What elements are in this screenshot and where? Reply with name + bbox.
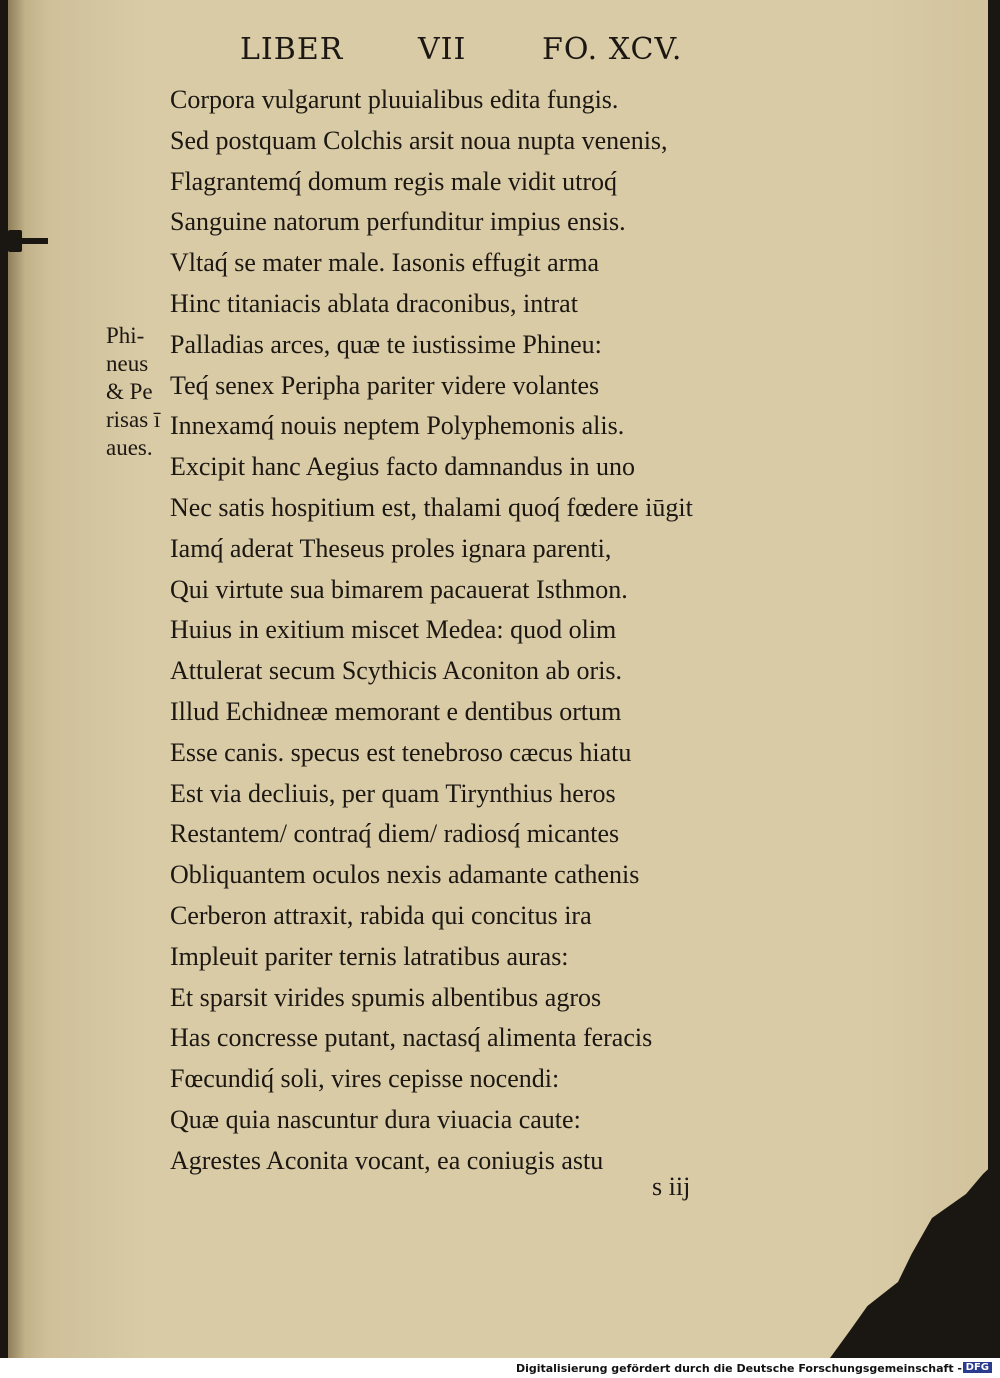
signature-mark: s iij xyxy=(652,1172,691,1201)
verse-line: Sanguine natorum perfunditur impius ensis. xyxy=(170,207,626,237)
verse-line: Iamq́ aderat Theseus proles ignara parenti, xyxy=(170,533,612,563)
verse-line: Huius in exitium miscet Medea: quod olim xyxy=(170,615,617,645)
verse-line: Impleuit pariter ternis latratibus auras: xyxy=(170,941,569,971)
verse-line: Fœcundiq́ soli, vires cepisse nocendi: xyxy=(170,1064,560,1094)
gutter-fold xyxy=(8,0,26,1358)
verse-line: Palladias arces, quæ te iustissime Phineu: xyxy=(170,329,602,359)
binding-thread xyxy=(18,238,48,244)
verse-line: Cerberon attraxit, rabida qui concitus ira xyxy=(170,900,592,930)
verse-line: Et sparsit virides spumis albentibus agros xyxy=(170,982,602,1012)
verse-line: Innexamq́ nouis neptem Polyphemonis alis. xyxy=(170,411,625,441)
verse-line: Restantem/ contraq́ diem/ radiosq́ micantes xyxy=(170,819,620,849)
verse-line: Est via decliuis, per quam Tirynthius heros xyxy=(170,778,616,808)
verse-line: Agrestes Aconita vocant, ea coniugis astu xyxy=(170,1145,604,1175)
verse-line: Hinc titaniacis ablata draconibus, intrat xyxy=(170,288,578,318)
verse-line: Has concresse putant, nactasq́ alimenta feracis xyxy=(170,1023,653,1053)
running-head-folio: FO. XCV. xyxy=(542,32,683,67)
verse-text xyxy=(170,80,790,1182)
running-head-book-number: VII xyxy=(418,32,467,67)
verse-line: Flagrantemq́ domum regis male vidit utroq́ xyxy=(170,166,617,196)
marginal-line: neus xyxy=(106,351,149,376)
verse-line: Esse canis. specus est tenebroso cæcus hiatu xyxy=(170,737,632,767)
verse-line: Sed postquam Colchis arsit noua nupta venenis, xyxy=(170,125,668,155)
verse-line: Obliquantem oculos nexis adamante cathenis xyxy=(170,860,640,890)
verse-line: Qui virtute sua bimarem pacauerat Isthmon. xyxy=(170,574,628,604)
marginal-line: aues. xyxy=(106,435,153,460)
verse-line: Vltaq́ se mater male. Iasonis effugit arma xyxy=(170,248,600,278)
verse-line: Excipit hanc Aegius facto damnandus in uno xyxy=(170,452,636,482)
marginal-line: risas ī xyxy=(106,407,161,432)
marginal-line: Phi- xyxy=(106,323,145,348)
running-head xyxy=(240,32,740,74)
verse-line: Attulerat secum Scythicis Aconiton ab oris. xyxy=(170,656,623,686)
verse-line: Teq́ senex Peripha pariter videre volantes xyxy=(170,370,600,400)
running-head-liber: LIBER xyxy=(240,32,344,67)
verse-line: Corpora vulgarunt pluuialibus edita fungis. xyxy=(170,85,619,114)
marginal-line: & Pe xyxy=(106,379,153,404)
footer-credit: Digitalisierung gefördert durch die Deutsche Forschungsgemeinschaft - xyxy=(515,1362,962,1375)
digitization-footer xyxy=(0,1358,1000,1378)
verse-line: Quæ quia nascuntur dura viuacia caute: xyxy=(170,1104,581,1134)
dfg-logo: DFG xyxy=(963,1362,992,1373)
marginal-note xyxy=(106,322,176,462)
verse-line: Illud Echidneæ memorant e dentibus ortum xyxy=(170,696,622,726)
verse-line: Nec satis hospitium est, thalami quoq́ fœdere iūgit xyxy=(170,492,693,522)
